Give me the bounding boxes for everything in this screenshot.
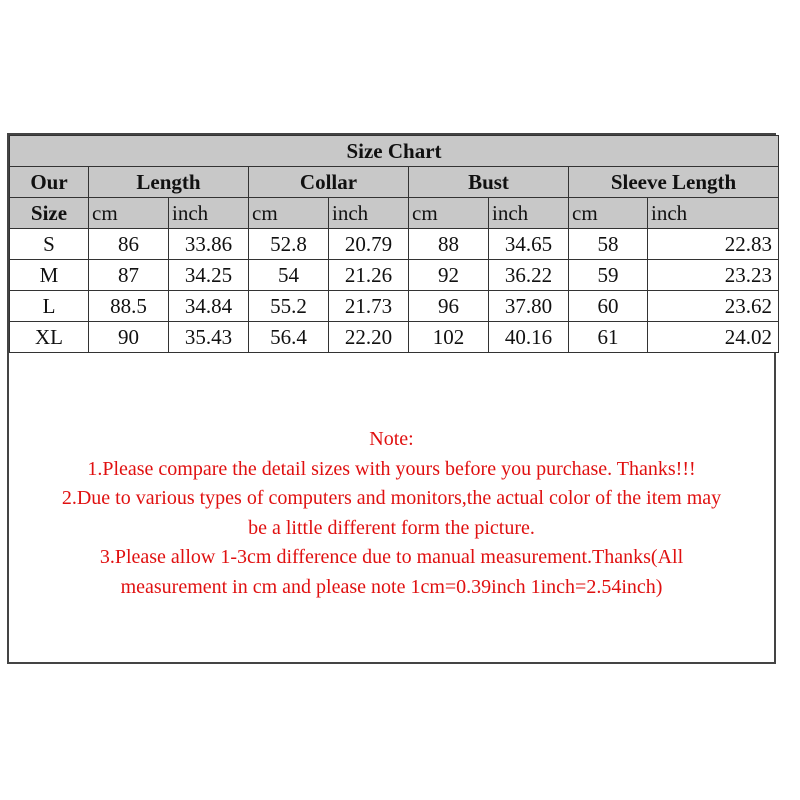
table-row [10,260,779,291]
unit-cm: cm [89,198,169,229]
table-row [10,291,779,322]
note-2-line-2: be a little different form the picture. [248,516,535,539]
value-cell: 40.16 [489,322,569,353]
value-cell: 34.25 [169,260,249,291]
value-cell: 88 [409,229,489,260]
title-row [10,136,779,167]
table-row [10,229,779,260]
value-cell: 52.8 [249,229,329,260]
header-collar: Collar [249,167,409,198]
unit-header-row [10,198,779,229]
header-bust: Bust [409,167,569,198]
note-1: 1.Please compare the detail sizes with yours before you purchase. Thanks!!! [87,457,696,480]
value-cell: 22.20 [329,322,409,353]
value-cell: 60 [569,291,648,322]
value-cell: 61 [569,322,648,353]
size-cell: XL [10,322,89,353]
unit-inch: inch [329,198,409,229]
unit-cm: cm [409,198,489,229]
value-cell: 92 [409,260,489,291]
value-cell: 56.4 [249,322,329,353]
value-cell: 33.86 [169,229,249,260]
value-cell: 86 [89,229,169,260]
note-3-line-2: measurement in cm and please note 1cm=0.39inch 1inch=2.54inch) [120,575,663,598]
value-cell: 20.79 [329,229,409,260]
value-cell: 54 [249,260,329,291]
header-sleeve-length: Sleeve Length [569,167,779,198]
value-cell: 34.84 [169,291,249,322]
note-2-line-1: 2.Due to various types of computers and monitors,the actual color of the item may [61,487,722,509]
value-cell: 35.43 [169,322,249,353]
value-cell: 37.80 [489,291,569,322]
unit-cm: cm [569,198,648,229]
value-cell: 88.5 [89,291,169,322]
value-cell: 90 [89,322,169,353]
value-cell: 36.22 [489,260,569,291]
note-3-line-1: 3.Please allow 1-3cm difference due to manual measurement.Thanks(All [99,546,684,568]
unit-cm: cm [249,198,329,229]
size-table [9,135,779,353]
size-cell: S [10,229,89,260]
value-cell: 22.83 [648,229,779,260]
size-chart [7,133,776,664]
value-cell: 34.65 [489,229,569,260]
table-title: Size Chart [10,136,779,167]
value-cell: 23.62 [648,291,779,322]
value-cell: 23.23 [648,260,779,291]
unit-inch: inch [489,198,569,229]
size-header-line1: Our [10,167,89,198]
header-length: Length [89,167,249,198]
value-cell: 102 [409,322,489,353]
notes-section [9,425,774,602]
unit-inch: inch [648,198,779,229]
table-row [10,322,779,353]
value-cell: 58 [569,229,648,260]
size-cell: M [10,260,89,291]
value-cell: 21.26 [329,260,409,291]
value-cell: 87 [89,260,169,291]
notes-heading: Note: [369,428,414,450]
value-cell: 24.02 [648,322,779,353]
value-cell: 96 [409,291,489,322]
size-cell: L [10,291,89,322]
value-cell: 21.73 [329,291,409,322]
unit-inch: inch [169,198,249,229]
size-header-line2: Size [10,198,89,229]
value-cell: 59 [569,260,648,291]
value-cell: 55.2 [249,291,329,322]
group-header-row [10,167,779,198]
